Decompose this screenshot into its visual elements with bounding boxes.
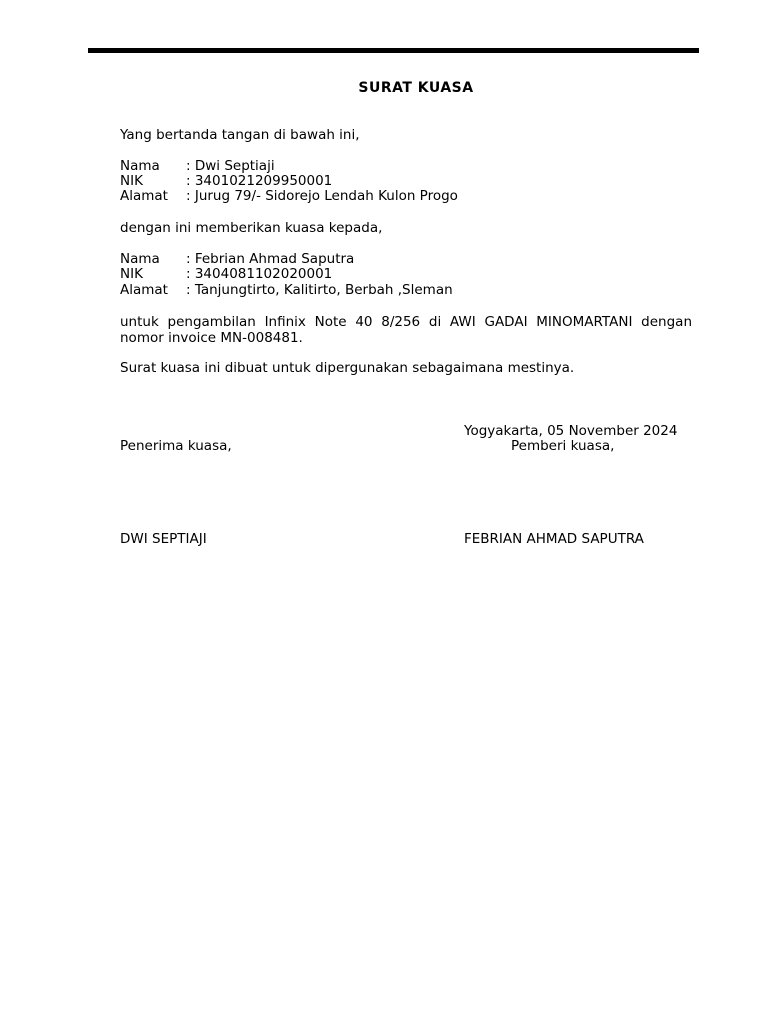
grantee-nik-label: NIK bbox=[120, 266, 143, 282]
giver-label: Pemberi kuasa, bbox=[511, 438, 615, 454]
grantee-address-value: : Tanjungtirto, Kalitirto, Berbah ,Sleman bbox=[186, 282, 453, 298]
purpose-paragraph: untuk pengambilan Infinix Note 40 8/256 di AWI GADAI MINOMARTANI dengan nomor invoice MN-008481. bbox=[120, 314, 692, 346]
grantor-address-row bbox=[120, 189, 458, 205]
grantor-address-value: : Jurug 79/- Sidorejo Lendah Kulon Progo bbox=[186, 188, 458, 204]
grant-text: dengan ini memberikan kuasa kepada, bbox=[120, 220, 383, 236]
grantee-nik-row bbox=[120, 267, 332, 283]
grantee-nik-value: : 3404081102020001 bbox=[186, 266, 333, 282]
intro-text: Yang bertanda tangan di bawah ini, bbox=[120, 127, 360, 143]
grantor-name-value: : Dwi Septiaji bbox=[186, 158, 275, 174]
place-date: Yogyakarta, 05 November 2024 bbox=[464, 423, 678, 439]
receiver-name: DWI SEPTIAJI bbox=[120, 531, 207, 547]
top-rule bbox=[88, 48, 699, 53]
grantee-address-row bbox=[120, 283, 453, 299]
closing-text: Surat kuasa ini dibuat untuk dipergunakan sebagaimana mestinya. bbox=[120, 360, 575, 376]
grantee-name-value: : Febrian Ahmad Saputra bbox=[186, 251, 355, 267]
grantor-nik-value: : 3401021209950001 bbox=[186, 173, 333, 189]
grantee-name-label: Nama bbox=[120, 251, 160, 267]
giver-name: FEBRIAN AHMAD SAPUTRA bbox=[464, 531, 644, 547]
document-title: SURAT KUASA bbox=[358, 80, 474, 96]
grantor-nik-label: NIK bbox=[120, 173, 143, 189]
grantor-name-label: Nama bbox=[120, 158, 160, 174]
receiver-label: Penerima kuasa, bbox=[120, 438, 232, 454]
grantor-address-label: Alamat bbox=[120, 188, 168, 204]
grantee-address-label: Alamat bbox=[120, 282, 168, 298]
